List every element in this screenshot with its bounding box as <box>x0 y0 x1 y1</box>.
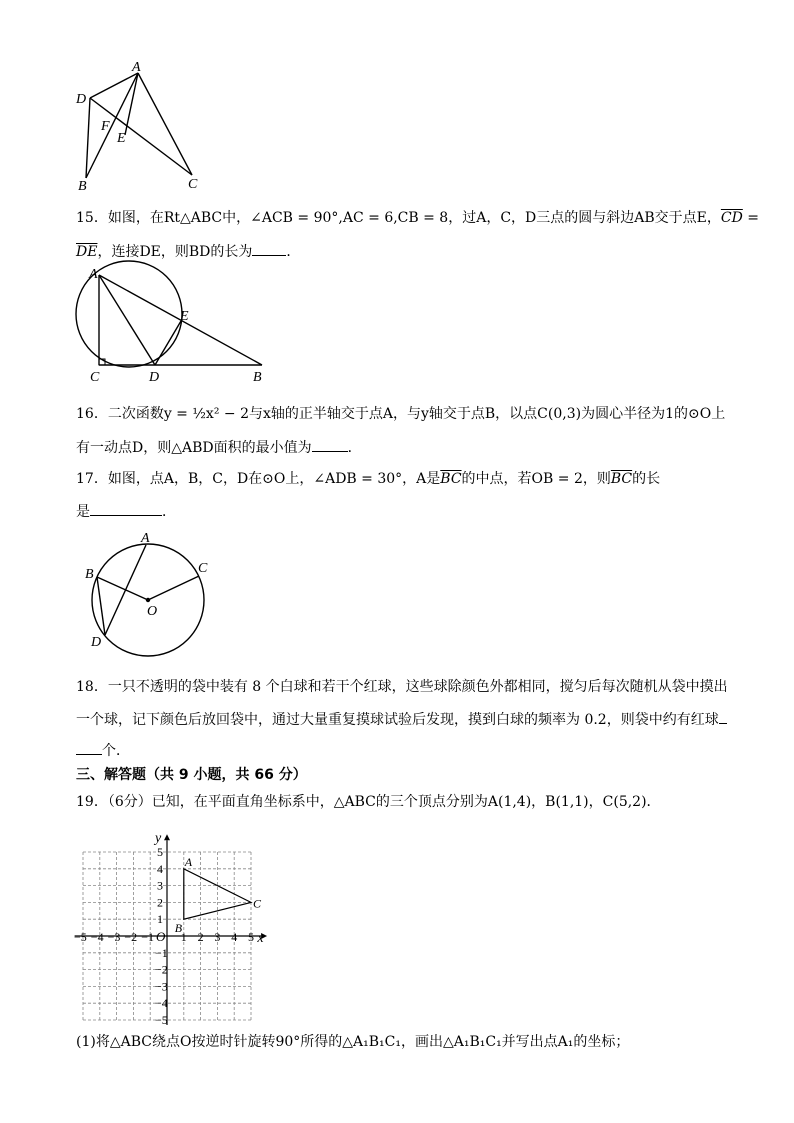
label-A: A <box>132 60 141 75</box>
q16-text1: 二次函数y = ½x² − 2与x轴的正半轴交于点A，与y轴交于点B，以点C(0,3)为圆心半径为1的⊙O上 <box>107 406 726 422</box>
label-C: C <box>188 177 198 192</box>
section-3-title: 三、解答题（共 9 小题，共 66 分） <box>76 767 307 783</box>
y-tick-label: 1 <box>157 912 163 927</box>
q16-answer-blank[interactable] <box>312 437 348 452</box>
x-tick-label: −1 <box>141 930 154 944</box>
figure-14 <box>72 60 212 195</box>
q17-number: 17． <box>76 471 108 487</box>
fig15-label-D: D <box>149 370 160 385</box>
y-tick-label: −2 <box>155 962 168 977</box>
q17-text2: 是 <box>76 504 90 520</box>
fig15-label-A: A <box>89 267 98 282</box>
x-tick-label: 3 <box>214 930 221 944</box>
q17-text1b: 的中点，若OB = 2，则 <box>461 471 611 487</box>
q17-line2 <box>76 501 176 522</box>
origin-label: O <box>156 929 166 944</box>
q15-arc-de: $\overline{DE}$ <box>76 244 98 260</box>
x-tick-label: 4 <box>231 930 238 944</box>
q16-line2 <box>76 437 362 458</box>
q19-sub1: (1)将△ABC绕点O按逆时针旋转90°所得的△A₁B₁C₁，画出△A₁B₁C₁并写出点A₁的坐标； <box>76 1034 630 1050</box>
q17-text1c: 的长 <box>632 471 661 487</box>
x-axis-label: x <box>257 931 264 946</box>
q18-line3 <box>76 740 130 761</box>
q19-line1 <box>76 792 661 812</box>
q19-text1: （6分）已知，在平面直角坐标系中，△ABC的三个顶点分别为A(1,4)，B(1,1)，C(5,2)． <box>107 794 661 810</box>
q15-end: ． <box>286 244 301 260</box>
fig17-label-A: A <box>141 531 150 546</box>
q15-number: 15． <box>76 210 108 226</box>
q16-text2: 有一动点D，则△ABD面积的最小值为 <box>76 440 312 456</box>
y-axis-label: y <box>155 831 162 847</box>
vertex-label-B: B <box>174 921 183 936</box>
fig15-label-B: B <box>253 370 262 385</box>
fig17-label-D: D <box>91 635 102 650</box>
q18-text3: 个． <box>102 743 130 759</box>
vertex-label-A: A <box>184 854 193 869</box>
q15-eq: = <box>742 210 760 226</box>
q19-number: 19． <box>76 794 108 810</box>
q17-text1: 如图，点A，B，C，D在⊙O上，∠ADB = 30°，A是 <box>107 471 441 487</box>
coordinate-grid <box>70 826 270 1027</box>
figure-15 <box>72 264 272 386</box>
q15-line2 <box>76 241 300 262</box>
label-B: B <box>78 179 87 194</box>
q17-line1 <box>76 469 660 489</box>
fig17-label-O: O <box>147 604 158 619</box>
label-F: F <box>101 119 110 134</box>
figure-17 <box>80 528 215 652</box>
y-axis-arrow-icon <box>164 834 170 840</box>
y-tick-label: −4 <box>155 996 168 1011</box>
q15-text1: 如图，在Rt△ABC中，∠ACB = 90°,AC = 6,CB = 8，过A，C，D三点的圆与斜边AB交于点E， <box>107 210 721 226</box>
q18-line1 <box>76 677 728 697</box>
x-tick-label: −3 <box>107 930 121 944</box>
y-tick-label: −3 <box>155 979 168 994</box>
q18-text1: 一只不透明的袋中装有 8 个白球和若干个红球，这些球除颜色外都相同，搅匀后每次随机从袋中摸出 <box>107 679 728 695</box>
q16-line1 <box>76 404 725 424</box>
y-tick-label: −1 <box>155 945 168 960</box>
fig15-label-C: C <box>90 370 100 385</box>
q18-text2: 一个球，记下颜色后放回袋中，通过大量重复摸球试验后发现，摸到白球的频率为 0.2，则袋中约有红球 <box>76 712 719 728</box>
x-tick-label: 1 <box>180 930 187 944</box>
fig15-label-E: E <box>180 309 189 324</box>
q18-answer-blank-b[interactable] <box>76 740 102 755</box>
q18-answer-blank-a[interactable] <box>719 709 727 724</box>
q15-arc-cd: $\overline{CD}$ <box>720 210 743 226</box>
y-tick-label: 3 <box>157 878 163 893</box>
q16-number: 16． <box>76 406 108 422</box>
x-tick-label: 2 <box>197 930 204 944</box>
x-tick-label: −2 <box>124 930 138 944</box>
q15-line1 <box>76 208 759 228</box>
q17-arc-bc-2: $\overline{BC}$ <box>610 471 633 487</box>
x-tick-label: −4 <box>90 930 104 944</box>
q18-number: 18． <box>76 679 108 695</box>
label-D: D <box>76 92 87 107</box>
q17-arc-bc-1: $\overline{BC}$ <box>440 471 462 487</box>
y-tick-label: 5 <box>157 845 163 859</box>
vertex-label-C: C <box>253 896 262 911</box>
y-tick-label: 2 <box>157 895 163 910</box>
q15-text2: ，连接DE，则BD的长为 <box>97 244 253 260</box>
fig17-label-B: B <box>85 567 94 582</box>
y-tick-label: −5 <box>155 1013 168 1027</box>
q17-answer-blank[interactable] <box>90 501 162 516</box>
q15-answer-blank[interactable] <box>252 241 286 256</box>
x-tick-label: −5 <box>74 930 87 944</box>
q18-line2 <box>76 709 727 730</box>
fig17-label-C: C <box>198 561 208 576</box>
x-tick-label: 5 <box>248 930 254 944</box>
q16-end: ． <box>347 440 362 456</box>
y-tick-label: 4 <box>157 861 163 876</box>
label-E: E <box>117 131 126 146</box>
q17-end: ． <box>162 504 176 520</box>
